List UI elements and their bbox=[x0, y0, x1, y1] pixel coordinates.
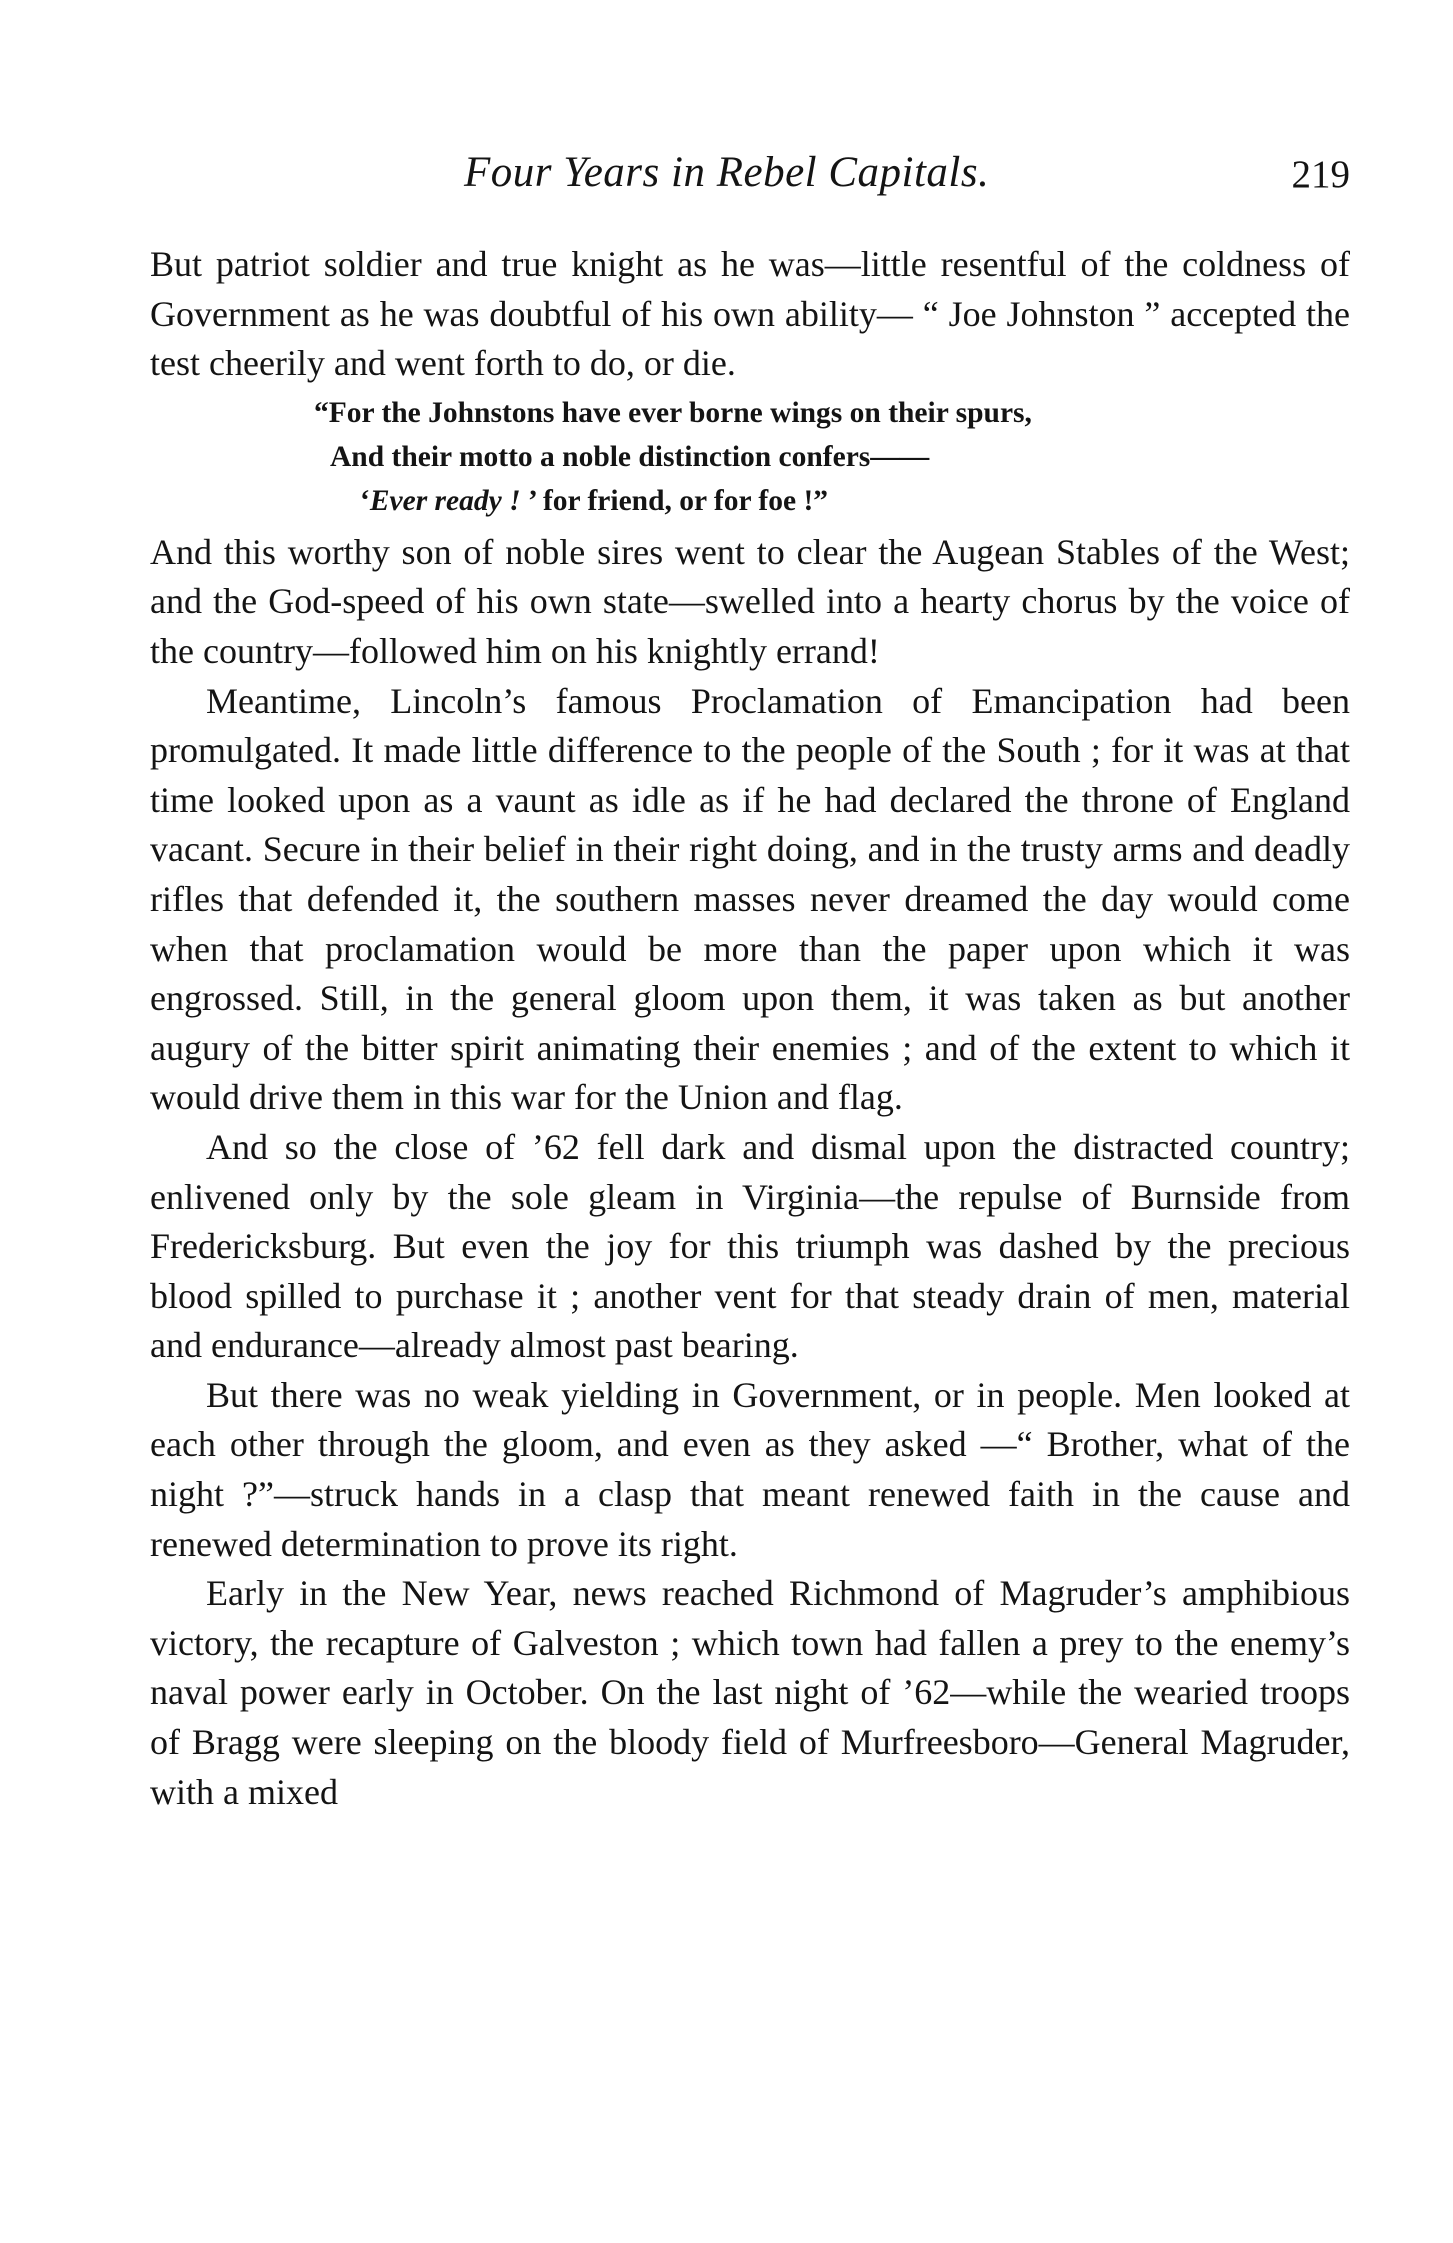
paragraph: And this worthy son of noble sires went to clear the Augean Stables of the West; and the God-speed of his own state—swelled into a hearty chorus by the voice of the country—followed him on his knightly errand! bbox=[150, 531, 1350, 671]
paragraph: And so the close of ’62 fell dark and dismal upon the distracted country; enlivened only by the sole gleam in Virginia—the repulse of Burnside from Fredericksburg. But even the joy for this triumph was dashed by the precious blood spilled to purchase it ; another vent for that steady drain of men, material and endurance—already almost past bearing. bbox=[150, 1126, 1350, 1366]
book-page bbox=[150, 0, 1350, 2243]
verse-line: And their motto a noble distinction confers—— bbox=[330, 440, 930, 473]
verse-line bbox=[150, 479, 1350, 523]
body-text bbox=[150, 240, 1350, 1817]
verse-quotation bbox=[150, 391, 1350, 523]
verse-italic-phrase: Ever ready ! bbox=[369, 484, 528, 517]
paragraph: Meantime, Lincoln’s famous Proclamation of Emancipation had been promulgated. It made little difference to the people of the South ; for it was at that time looked upon as a vaunt as idle as if he had declared the throne of England vacant. Secure in their belief in their right doing, and in the trusty arms and deadly rifles that defended it, the southern masses never dreamed the day would come when that proclamation would be more than the paper upon which it was engrossed. Still, in the general gloom upon them, it was taken as but another augury of the bitter spirit animating their enemies ; and of the extent to which it would drive them in this war for the Union and flag. bbox=[150, 680, 1350, 1118]
paragraph: But patriot soldier and true knight as he was—little resentful of the coldness of Government as he was doubtful of his own ability— “ Joe Johnston ” accepted the test cheerily and went forth to do, or die. bbox=[150, 244, 1350, 384]
paragraph: Early in the New Year, news reached Richmond of Magruder’s amphibious victory, the recapture of Galveston ; which town had fallen a prey to the enemy’s naval power early in October. On the last night of ’62—while the wearied troops of Bragg were sleeping on the bloody field of Murfreesboro—General Magruder, with a mixed bbox=[150, 1573, 1350, 1812]
verse-open-quote: ‘ bbox=[360, 484, 370, 517]
verse-line-rest: ’ for friend, or for foe !” bbox=[527, 484, 829, 517]
running-title: Four Years in Rebel Capitals. bbox=[464, 149, 990, 196]
page-number: 219 bbox=[1291, 153, 1350, 196]
page-header bbox=[150, 148, 1350, 198]
paragraph: But there was no weak yielding in Government, or in people. Men looked at each other through the gloom, and even as they asked —“ Brother, what of the night ?”—struck hands in a clasp that meant renewed faith in the cause and renewed determination to prove its right. bbox=[150, 1374, 1350, 1564]
verse-line: “For the Johnstons have ever borne wings on their spurs, bbox=[314, 396, 1032, 429]
